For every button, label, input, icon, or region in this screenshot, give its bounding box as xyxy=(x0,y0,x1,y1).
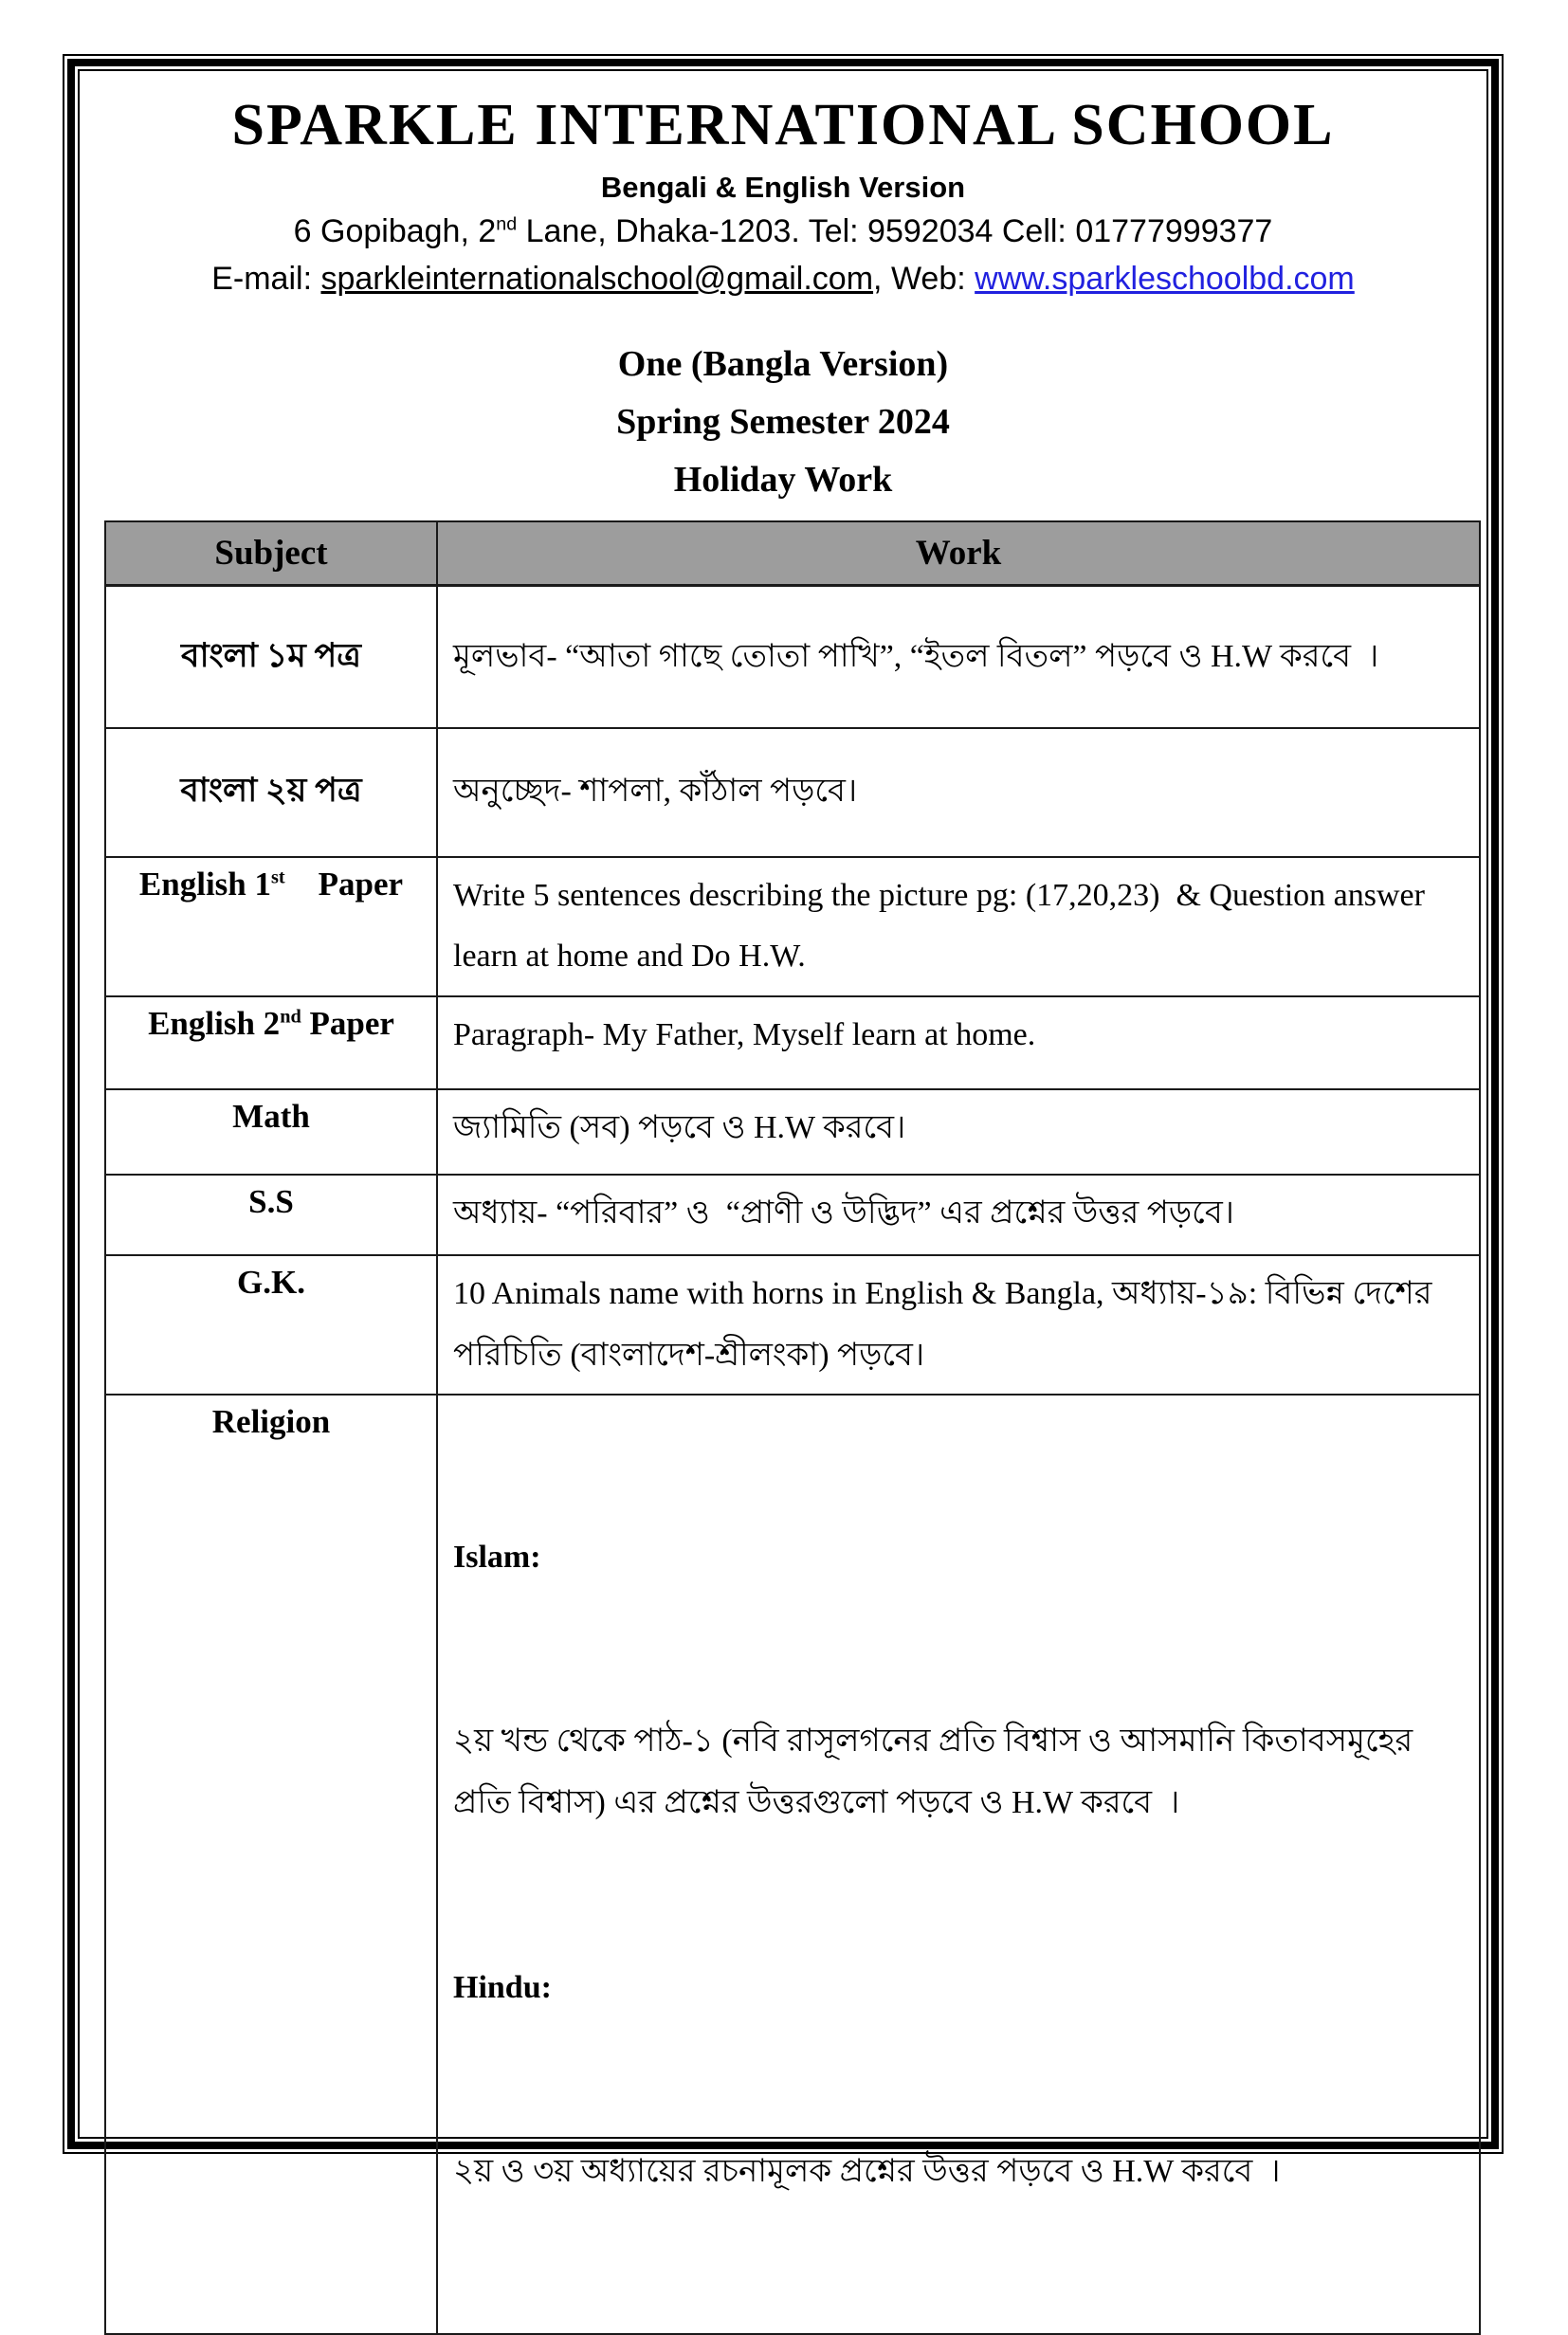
table-row xyxy=(105,1395,1480,2334)
work-cell: Paragraph- My Father, Myself learn at home. xyxy=(437,996,1480,1089)
table-row xyxy=(105,1255,1480,1395)
work-cell: Write 5 sentences describing the picture pg: (17,20,23) & Question answer learn at home and Do H.W. xyxy=(437,857,1480,996)
semester-title: Spring Semester 2024 xyxy=(616,402,950,443)
subject-cell xyxy=(105,996,437,1089)
subject-cell xyxy=(105,1255,437,1395)
islam-label: Islam: xyxy=(453,1540,541,1576)
subject-cell xyxy=(105,857,437,996)
subject-label: S.S xyxy=(248,1182,294,1220)
subject-label: English 2nd Paper xyxy=(148,1004,394,1042)
table-header-row xyxy=(105,521,1480,586)
subject-label: Math xyxy=(232,1097,310,1135)
school-name: SPARKLE INTERNATIONAL SCHOOL xyxy=(231,93,1335,157)
islam-text: ২য় খন্ড থেকে পাঠ-১ (নবি রাসূলগনের প্রতি বিশ্বাস ও আসমানি কিতাবসমূহের প্রতি বিশ্বাস) এর প্রশ্নের উত্তরগুলো পড়বে ও H.W করবে । xyxy=(453,1724,1421,1820)
holiday-work-table xyxy=(104,520,1481,2335)
address-ordinal-sup: nd xyxy=(496,213,518,235)
subject-label: বাংলা ১ম পত্র xyxy=(180,636,362,674)
ordinal-sup: st xyxy=(271,867,285,888)
work-cell: অধ্যায়- “পরিবার” ও “প্রাণী ও উদ্ভিদ” এর প্রশ্নের উত্তর পড়বে। xyxy=(437,1175,1480,1255)
ordinal-sup: nd xyxy=(280,1006,301,1028)
page-border-inner xyxy=(78,69,1488,2190)
hindu-text: ২য় ও ৩য় অধ্যায়ের রচনামূলক প্রশ্নের উত্তর পড়বে ও H.W করবে । xyxy=(453,2154,1281,2190)
column-header-subject: Subject xyxy=(105,521,437,586)
subject-cell xyxy=(105,1089,437,1175)
contact-separator: , Web: xyxy=(873,261,975,298)
address-text: 6 Gopibagh, 2 xyxy=(293,213,497,249)
work-cell: অনুচ্ছেদ- শাপলা, কাঁঠাল পড়বে। xyxy=(437,728,1480,857)
email-label: E-mail: xyxy=(211,261,321,298)
table-row xyxy=(105,586,1480,728)
work-cell: 10 Animals name with horns in English & Bangla, অধ্যায়-১৯: বিভিন্ন দেশের পরিচিতি (বাংলাদেশ-শ্রীলংকা) পড়বে। xyxy=(437,1255,1480,1395)
subject-cell xyxy=(105,586,437,728)
subject-cell xyxy=(105,728,437,857)
subject-label: বাংলা ২য় পত্র xyxy=(180,772,362,810)
class-version-title: One (Bangla Version) xyxy=(617,344,949,385)
contact-line xyxy=(104,258,1462,300)
document-subtitles xyxy=(104,336,1462,508)
email-address: sparkleinternationalschool@gmail.com xyxy=(320,261,874,298)
holiday-work-title: Holiday Work xyxy=(673,459,893,500)
table-row xyxy=(105,857,1480,996)
version-line: Bengali & English Version xyxy=(600,171,966,204)
table-row xyxy=(105,1089,1480,1175)
work-cell-religion xyxy=(437,1395,1480,2334)
website-link[interactable]: www.sparkleschoolbd.com xyxy=(975,261,1355,298)
column-header-work: Work xyxy=(437,521,1480,586)
work-cell: জ্যামিতি (সব) পড়বে ও H.W করবে। xyxy=(437,1089,1480,1175)
address-line xyxy=(104,210,1462,252)
subject-label: Religion xyxy=(211,1403,331,1441)
subject-label: English 1st Paper xyxy=(138,865,404,903)
subject-cell xyxy=(105,1395,437,2334)
work-cell: মূলভাব- “আতা গাছে তোতা পাখি”, “ইতল বিতল” পড়বে ও H.W করবে । xyxy=(437,586,1480,728)
page-border-outer xyxy=(63,54,1504,2190)
address-rest: Lane, Dhaka-1203. Tel: 9592034 Cell: 01777999377 xyxy=(517,213,1273,249)
table-row xyxy=(105,1175,1480,1255)
hindu-label: Hindu: xyxy=(453,1970,552,2006)
subject-label: G.K. xyxy=(237,1263,305,1301)
subject-cell xyxy=(105,1175,437,1255)
table-row xyxy=(105,996,1480,1089)
page-border-thick xyxy=(67,59,1499,2190)
table-row xyxy=(105,728,1480,857)
